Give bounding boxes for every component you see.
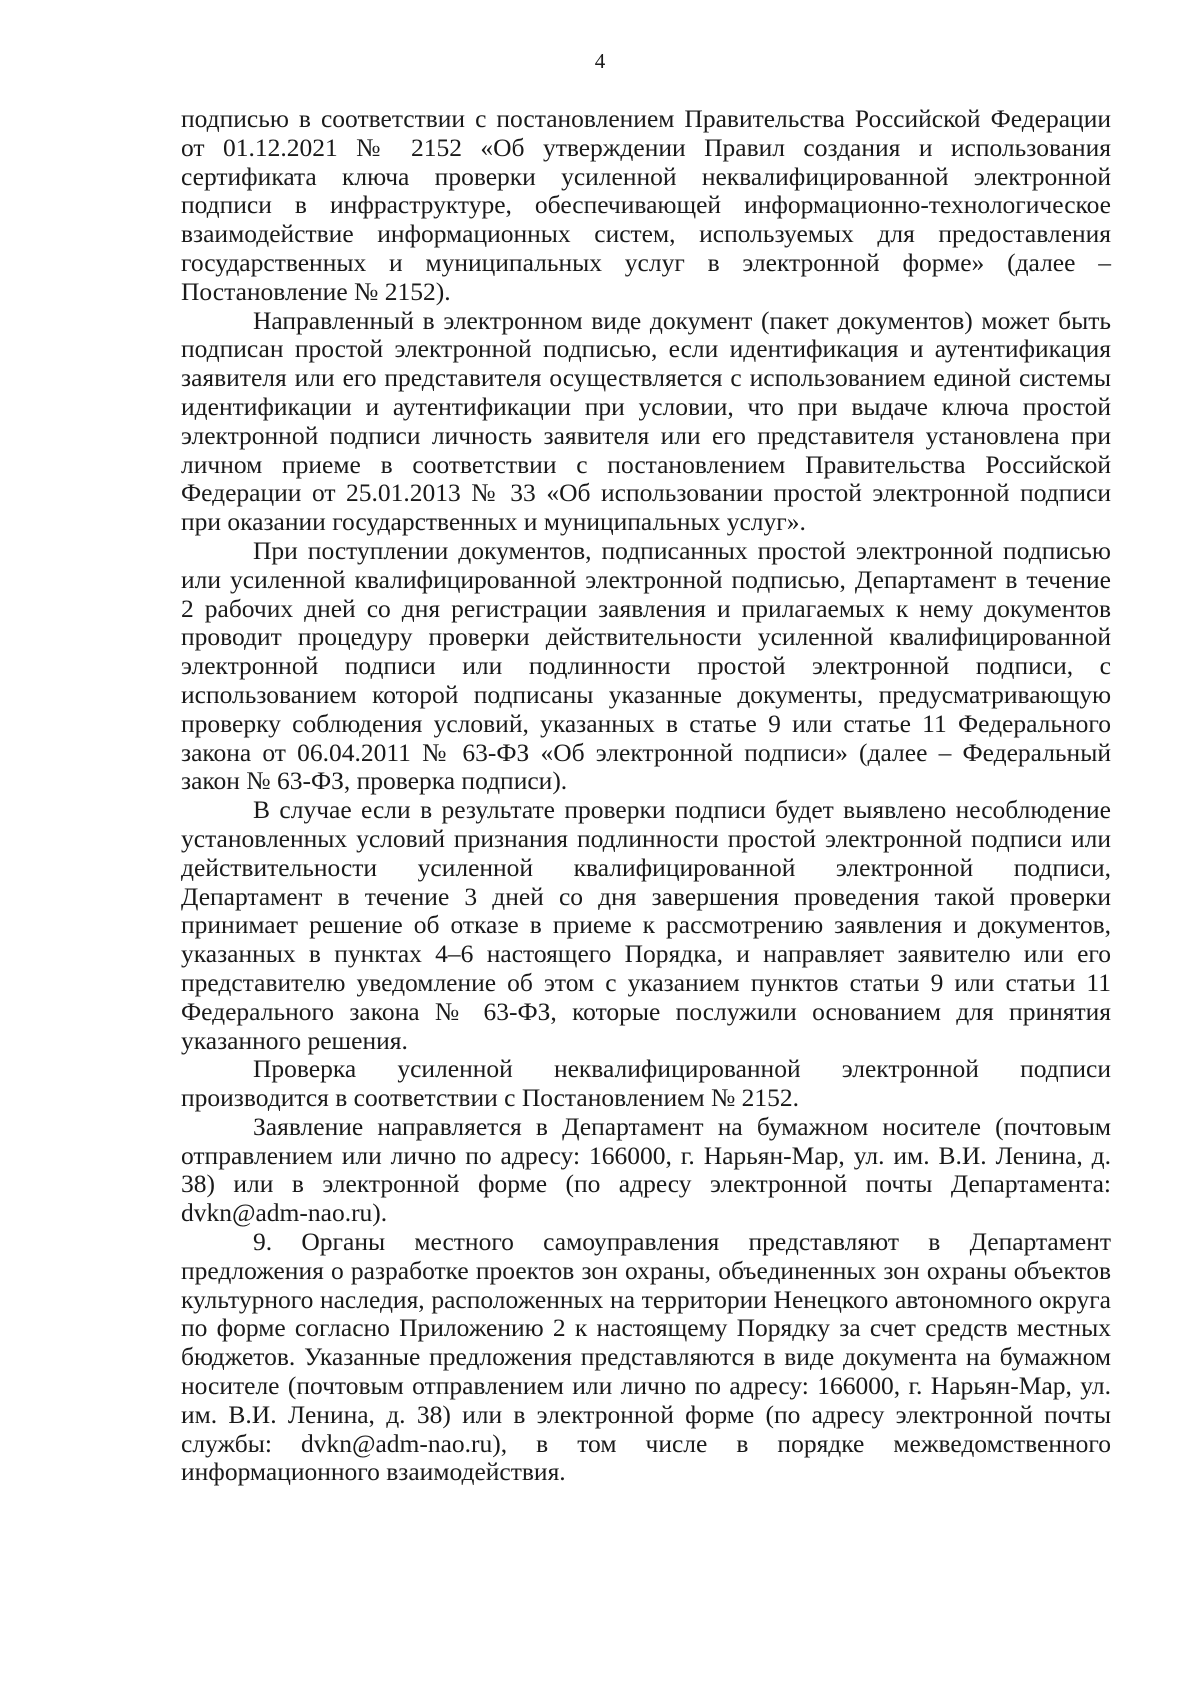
paragraph-item-9: 9. Органы местного самоуправления представляют в Департамент предложения о разработке проектов зон охраны, объединенных зон охраны объектов культурного наследия, расположенных на территории Ненецкого автономного округа по форме согласно Приложению 2 к настоящему Порядку за счет средств местных бюджетов. Указанные предложения представляются в виде документа на бумажном носителе (почтовым отправлением или лично по адресу: 166000, г. Нарьян-Мар, ул. им. В.И. Ленина, д. 38) или в электронной форме (по адресу электронной почты службы: dvkn@adm-nao.ru), в том числе в порядке межведомственного информационного взаимодействия.: [181, 1227, 1111, 1487]
paragraph-continuation: подписью в соответствии с постановлением Правительства Российской Федерации от 01.12.2021 № 2152 «Об утверждении Правил создания и использования сертификата ключа проверки усиленной неквалифицированной электронной подписи в инфраструктуре, обеспечивающей информационно-технологическое взаимодействие информационных систем, используемых для предоставления государственных и муниципальных услуг в электронной форме» (далее – Постановление № 2152).: [181, 104, 1111, 306]
paragraph-unqualified-check: Проверка усиленной неквалифицированной электронной подписи производится в соответствии с Постановлением № 2152.: [181, 1054, 1111, 1113]
paragraph-submission: Заявление направляется в Департамент на бумажном носителе (почтовым отправлением или лично по адресу: 166000, г. Нарьян-Мар, ул. им. В.И. Ленина, д. 38) или в электронной форме (по адресу электронной почты Департамента: dvkn@adm-nao.ru).: [181, 1111, 1111, 1228]
page-number: 4: [594, 49, 606, 73]
paragraph-refusal: В случае если в результате проверки подписи будет выявлено несоблюдение установленных условий признания подлинности простой электронной подписи или действительности усиленной квалифицированной электронной подписи, Департамент в течение 3 дней со дня завершения проведения такой проверки принимает решение об отказе в приеме к рассмотрению заявления и документов, указанных в пунктах 4–6 настоящего Порядка, и направляет заявителю или его представителю уведомление об этом с указанием пунктов статьи 9 или статьи 11 Федерального закона № 63-ФЗ, которые послужили основанием для принятия указанного решения.: [181, 795, 1111, 1055]
paragraph-simple-signature: Направленный в электронном виде документ (пакет документов) может быть подписан простой электронной подписью, если идентификация и аутентификация заявителя или его представителя осуществляется с использованием единой системы идентификации и аутентификации при условии, что при выдаче ключа простой электронной подписи личность заявителя или его представителя установлена при личном приеме в соответствии с постановлением Правительства Российской Федерации от 25.01.2013 № 33 «Об использовании простой электронной подписи при оказании государственных и муниципальных услуг».: [181, 305, 1111, 537]
document-body: [181, 105, 1111, 1487]
paragraph-signature-check: При поступлении документов, подписанных простой электронной подписью или усиленной квалифицированной электронной подписью, Департамент в течение 2 рабочих дней со дня регистрации заявления и прилагаемых к нему документов проводит процедуру проверки действительности усиленной квалифицированной электронной подписи или подлинности простой электронной подписи, с использованием которой подписаны указанные документы, предусматривающую проверку соблюдения условий, указанных в статье 9 или статье 11 Федерального закона от 06.04.2011 № 63-ФЗ «Об электронной подписи» (далее – Федеральный закон № 63-ФЗ, проверка подписи).: [181, 535, 1111, 796]
